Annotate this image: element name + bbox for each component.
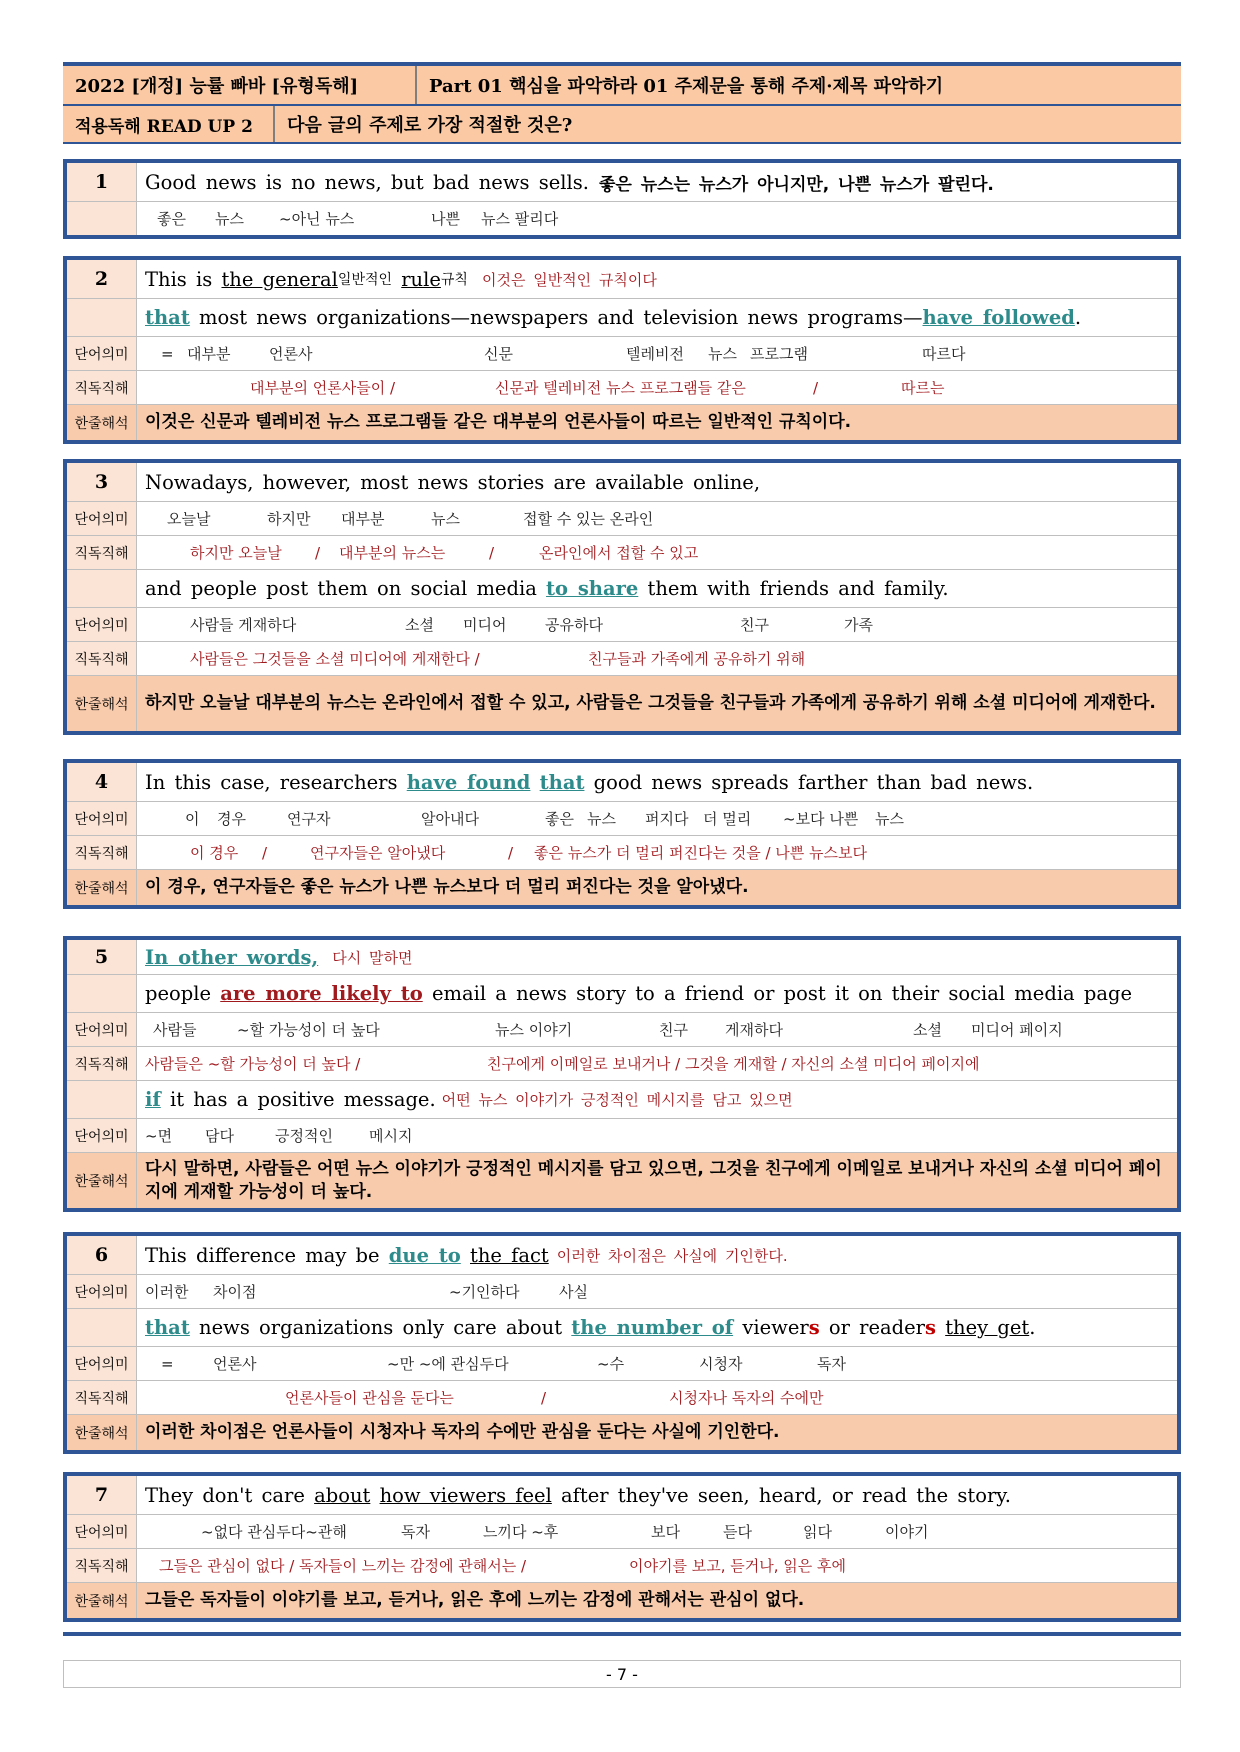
word-gloss: 뉴스	[431, 510, 460, 528]
english-text: most news organizations—newspapers and television news programs—	[199, 306, 923, 329]
word-meaning-row	[67, 607, 1177, 641]
key-expression: if	[145, 1088, 161, 1111]
header-row-1	[63, 66, 1181, 104]
english-text: how viewers feel	[379, 1483, 552, 1507]
english-row	[67, 1080, 1177, 1118]
translation-chunk: 온라인에서 접할 수 있고	[539, 544, 699, 562]
key-expression: due to	[388, 1243, 461, 1267]
inline-translation: 이것은 일반적인 규칙이다	[481, 270, 657, 289]
translation-chunk: 대부분의 뉴스는	[339, 544, 446, 562]
english-row	[67, 1236, 1177, 1274]
english-text: about	[314, 1483, 371, 1507]
english-sentence: Nowadays, however, most news stories are available online,	[145, 470, 761, 494]
translation-chunk: 그들은 관심이 없다 / 독자들이 느끼는 감정에 관해서는 /	[159, 1557, 527, 1575]
word-meaning-row	[67, 1012, 1177, 1046]
word-gloss: 차이점	[213, 1283, 257, 1301]
word-gloss: 이러한	[145, 1283, 189, 1301]
sentence-block-7	[63, 1472, 1181, 1622]
word-gloss: 공유하다	[545, 616, 603, 634]
english-text: and people post them on social media	[145, 577, 537, 600]
translation-chunk: 좋은 뉴스가 더 멀리 퍼진다는 것을 / 나쁜 뉴스보다	[534, 844, 868, 862]
translation-chunk: 사람들은 ~할 가능성이 더 높다 /	[145, 1055, 361, 1073]
direct-translation-row	[67, 1548, 1177, 1582]
english-text: news organizations only care about	[199, 1316, 563, 1339]
footer-rule	[63, 1632, 1181, 1636]
translation-chunk: 연구자들은 알아냈다	[310, 844, 446, 862]
row-label: 단어의미	[67, 1515, 137, 1548]
plural-marker: s	[925, 1316, 936, 1339]
word-gloss: 소셜	[913, 1021, 942, 1039]
word-gloss: 긍정적인	[275, 1127, 333, 1145]
english-row	[67, 260, 1177, 298]
word-gloss: 이	[185, 810, 200, 828]
page-number-box	[63, 1660, 1181, 1688]
full-translation: 하지만 오늘날 대부분의 뉴스는 온라인에서 접할 수 있고, 사람들은 그것들을 친구들과 가족에게 공유하기 위해 소셜 미디어에 게재한다.	[145, 693, 1156, 713]
word-gloss: 접할 수 있는 온라인	[523, 510, 654, 528]
word-meaning-row	[67, 501, 1177, 535]
full-translation-row	[67, 675, 1177, 731]
key-expression: the number of	[571, 1316, 734, 1339]
row-label: 단어의미	[67, 1347, 137, 1380]
word-gloss: 보다	[651, 1523, 680, 1541]
row-label: 단어의미	[67, 502, 137, 535]
word-gloss: 하지만	[267, 510, 311, 528]
english-row	[67, 298, 1177, 336]
translation-chunk: /	[813, 378, 819, 397]
word-gloss: 뉴스	[587, 810, 616, 828]
inline-gloss: 일반적인	[337, 272, 393, 288]
row-label: 한줄해석	[67, 676, 137, 731]
english-text: This is	[145, 267, 213, 291]
word-meaning-row	[67, 1346, 1177, 1380]
translation-chunk: /	[489, 543, 495, 562]
word-gloss: 시청자	[699, 1355, 743, 1373]
translation-chunk: 대부분의 언론사들이 /	[250, 379, 396, 397]
english-text: the fact	[470, 1243, 549, 1267]
row-label: 한줄해석	[67, 1583, 137, 1618]
row-label: 한줄해석	[67, 870, 137, 905]
full-translation-row	[67, 1414, 1177, 1450]
word-gloss: 친구	[659, 1021, 688, 1039]
word-gloss: ~면	[145, 1127, 173, 1145]
english-text: or reader	[828, 1316, 925, 1339]
word-gloss: 나쁜	[431, 210, 460, 228]
row-label: 단어의미	[67, 608, 137, 641]
key-expression: have followed	[922, 306, 1075, 329]
word-gloss: 퍼지다	[645, 810, 689, 828]
direct-translation-row	[67, 1380, 1177, 1414]
translation-chunk: /	[541, 1388, 547, 1407]
english-text: people	[145, 982, 212, 1005]
word-gloss: 읽다	[803, 1523, 832, 1541]
word-gloss: 좋은	[157, 210, 186, 228]
word-gloss: ~할 가능성이 더 높다	[237, 1021, 380, 1039]
page-header	[63, 62, 1181, 144]
english-text: after they've seen, heard, or read the story.	[561, 1483, 1011, 1507]
english-row	[67, 1308, 1177, 1346]
row-label: 단어의미	[67, 337, 137, 370]
plural-marker: s	[808, 1316, 820, 1339]
sentence-block-3	[63, 459, 1181, 735]
english-text: them with friends and family.	[647, 577, 949, 600]
word-gloss: 언론사	[213, 1355, 257, 1373]
inline-gloss: 규칙	[440, 272, 468, 288]
inline-translation: 어떤 뉴스 이야기가 긍정적인 메시지를 담고 있으면	[441, 1091, 793, 1109]
word-gloss: =	[161, 1354, 174, 1373]
word-gloss: 좋은	[545, 810, 574, 828]
english-text: .	[1074, 306, 1082, 329]
book-title: 2022 [개정] 능률 빠바 [유형독해]	[63, 66, 417, 104]
translation-chunk: 신문과 텔레비전 뉴스 프로그램들 같은	[495, 379, 746, 397]
full-translation: 그들은 독자들이 이야기를 보고, 듣거나, 읽은 후에 느끼는 감정에 관해서는 관심이 없다.	[145, 1590, 805, 1610]
full-translation-row	[67, 1152, 1177, 1208]
page-number: - 7 -	[606, 1664, 638, 1684]
english-row	[67, 763, 1177, 801]
key-expression: that	[145, 306, 190, 329]
word-meaning-row	[67, 1118, 1177, 1152]
full-translation: 다시 말하면, 사람들은 어떤 뉴스 이야기가 긍정적인 메시지를 담고 있으면, 그것을 친구에게 이메일로 보내거나 자신의 소셜 미디어 페이지에 게재할 가능성이 더 높다.	[145, 1158, 1162, 1202]
sentence-number: 5	[67, 940, 137, 974]
translation-chunk: /	[315, 543, 321, 562]
english-text: rule	[401, 267, 441, 291]
word-gloss: 느끼다 ~후	[483, 1523, 559, 1541]
row-label: 한줄해석	[67, 1415, 137, 1450]
translation-chunk: 시청자나 독자의 수에만	[669, 1389, 824, 1407]
word-gloss: 가족	[844, 616, 873, 634]
word-gloss: ~기인하다	[449, 1283, 520, 1301]
english-text: viewer	[742, 1316, 809, 1339]
english-row	[67, 163, 1177, 201]
english-row	[67, 940, 1177, 974]
row-label: 직독직해	[67, 836, 137, 869]
row-label: 단어의미	[67, 802, 137, 835]
sentence-block-4	[63, 759, 1181, 909]
inline-translation: 다시 말하면	[332, 948, 413, 967]
word-gloss: 독자	[817, 1355, 846, 1373]
full-translation-row	[67, 404, 1177, 440]
row-label: 단어의미	[67, 1275, 137, 1308]
key-expression: In other words,	[145, 945, 319, 969]
header-table	[63, 62, 1181, 144]
direct-translation-row	[67, 370, 1177, 404]
word-gloss: 따르다	[922, 345, 966, 363]
full-translation-row	[67, 1582, 1177, 1618]
key-expression: that	[145, 1316, 190, 1339]
sentence-number: 6	[67, 1236, 137, 1274]
word-gloss: 게재하다	[725, 1021, 783, 1039]
translation-chunk: 하지만 오늘날	[190, 544, 282, 562]
question-text: 다음 글의 주제로 가장 적절한 것은?	[287, 115, 573, 136]
word-gloss: 알아내다	[421, 810, 479, 828]
row-label: 한줄해석	[67, 405, 137, 440]
english-text: it has a positive message.	[170, 1088, 436, 1111]
translation-chunk: 친구에게 이메일로 보내거나 / 그것을 게재할 / 자신의 소셜 미디어 페이지에	[487, 1055, 980, 1073]
direct-translation-row	[67, 835, 1177, 869]
english-text: In this case, researchers	[145, 770, 398, 794]
word-gloss: ~보다 나쁜	[783, 810, 859, 828]
word-gloss: 뉴스 이야기	[495, 1021, 573, 1039]
word-gloss: 뉴스	[215, 210, 244, 228]
word-gloss: 이야기	[885, 1523, 929, 1541]
key-expression: that	[539, 770, 585, 794]
word-gloss: 대부분	[341, 510, 385, 528]
english-row	[67, 463, 1177, 501]
english-row	[67, 569, 1177, 607]
translation-chunk: 친구들과 가족에게 공유하기 위해	[588, 650, 806, 668]
word-gloss: 경우	[217, 810, 246, 828]
row-label: 직독직해	[67, 1047, 137, 1080]
full-translation: 이 경우, 연구자들은 좋은 뉴스가 나쁜 뉴스보다 더 멀리 퍼진다는 것을 알아냈다.	[145, 877, 749, 897]
sentence-block-5	[63, 936, 1181, 1212]
word-gloss: 신문	[484, 345, 513, 363]
word-gloss: 뉴스	[708, 345, 737, 363]
word-gloss: 사람들 게재하다	[190, 616, 297, 634]
english-text: This difference may be	[145, 1243, 380, 1267]
word-meaning-row	[67, 801, 1177, 835]
direct-translation-row	[67, 1046, 1177, 1080]
word-gloss: 프로그램	[750, 345, 808, 363]
word-gloss: 더 멀리	[703, 810, 752, 828]
word-gloss: ~없다 관심두다~관해	[201, 1523, 347, 1541]
row-label: 직독직해	[67, 371, 137, 404]
word-gloss: ~수	[597, 1355, 625, 1373]
row-label: 직독직해	[67, 1381, 137, 1414]
word-gloss: 텔레비전	[626, 345, 684, 363]
full-translation: 이러한 차이점은 언론사들이 시청자나 독자의 수에만 관심을 둔다는 사실에 기인한다.	[145, 1422, 780, 1442]
translation-chunk: 언론사들이 관심을 둔다는	[285, 1389, 454, 1407]
word-gloss: 미디어	[463, 616, 507, 634]
english-text: .	[1029, 1316, 1036, 1339]
key-expression: have found	[406, 770, 531, 794]
sentence-block-2	[63, 256, 1181, 444]
sentence-number: 4	[67, 763, 137, 801]
word-meaning-row	[67, 336, 1177, 370]
word-gloss: =	[161, 344, 174, 363]
key-expression: are more likely to	[220, 982, 423, 1005]
word-gloss: 사실	[559, 1283, 588, 1301]
sentence-number: 3	[67, 463, 137, 501]
translation-chunk: /	[262, 843, 268, 862]
word-gloss: 메시지	[369, 1127, 413, 1145]
part-title: Part 01 핵심을 파악하라 01 주제문을 통해 주제·제목 파악하기	[429, 76, 944, 97]
word-gloss: 연구자	[287, 810, 331, 828]
word-gloss: 오늘날	[167, 510, 211, 528]
full-translation-row	[67, 869, 1177, 905]
translation-chunk: /	[508, 843, 514, 862]
word-gloss: 소셜	[405, 616, 434, 634]
word-meaning-row	[67, 201, 1177, 235]
english-row	[67, 1476, 1177, 1514]
row-label: 한줄해석	[67, 1153, 137, 1208]
sentence-number: 2	[67, 260, 137, 298]
word-gloss: 뉴스	[875, 810, 904, 828]
word-gloss: 미디어 페이지	[971, 1021, 1063, 1039]
english-text: good news spreads farther than bad news.	[593, 770, 1034, 794]
word-gloss: 독자	[401, 1523, 430, 1541]
sentence-block-6	[63, 1232, 1181, 1454]
korean-translation: 좋은 뉴스는 뉴스가 아니지만, 나쁜 뉴스가 팔린다.	[598, 174, 994, 195]
translation-chunk: 이야기를 보고, 듣거나, 읽은 후에	[629, 1557, 846, 1575]
word-gloss: 뉴스 팔리다	[481, 210, 559, 228]
word-gloss: 친구	[740, 616, 769, 634]
english-text: email a news story to a friend or post it on their social media page	[431, 982, 1133, 1005]
word-gloss: ~아닌 뉴스	[279, 210, 355, 228]
english-row	[67, 974, 1177, 1012]
row-label: 단어의미	[67, 1119, 137, 1152]
row-label: 직독직해	[67, 1549, 137, 1582]
translation-chunk: 이 경우	[190, 844, 239, 862]
word-gloss: ~만 ~에 관심두다	[387, 1355, 509, 1373]
word-gloss: 사람들	[153, 1021, 197, 1039]
translation-chunk: 따르는	[901, 379, 945, 397]
row-label: 단어의미	[67, 1013, 137, 1046]
sentence-number: 7	[67, 1476, 137, 1514]
inline-translation: 이러한 차이점은 사실에 기인한다.	[556, 1246, 788, 1265]
english-text: They don't care	[145, 1483, 305, 1507]
word-gloss: 대부분	[187, 345, 231, 363]
translation-chunk: 사람들은 그것들을 소셜 미디어에 게재한다 /	[190, 650, 480, 668]
row-label: 직독직해	[67, 642, 137, 675]
word-meaning-row	[67, 1274, 1177, 1308]
english-text: they get	[945, 1316, 1030, 1339]
word-gloss: 언론사	[269, 345, 313, 363]
sentence-number: 1	[67, 163, 137, 201]
full-translation: 이것은 신문과 텔레비전 뉴스 프로그램들 같은 대부분의 언론사들이 따르는 일반적인 규칙이다.	[145, 412, 852, 432]
direct-translation-row	[67, 641, 1177, 675]
section-title: 적용독해 READ UP 2	[63, 106, 275, 142]
direct-translation-row	[67, 535, 1177, 569]
word-gloss: 담다	[205, 1127, 234, 1145]
key-expression: to share	[546, 577, 639, 600]
word-meaning-row	[67, 1514, 1177, 1548]
row-label: 직독직해	[67, 536, 137, 569]
word-gloss: 듣다	[723, 1523, 752, 1541]
sentence-block-1	[63, 159, 1181, 239]
header-row-2	[63, 104, 1181, 142]
english-sentence: Good news is no news, but bad news sells.	[145, 170, 589, 194]
english-text: the general	[221, 267, 338, 291]
